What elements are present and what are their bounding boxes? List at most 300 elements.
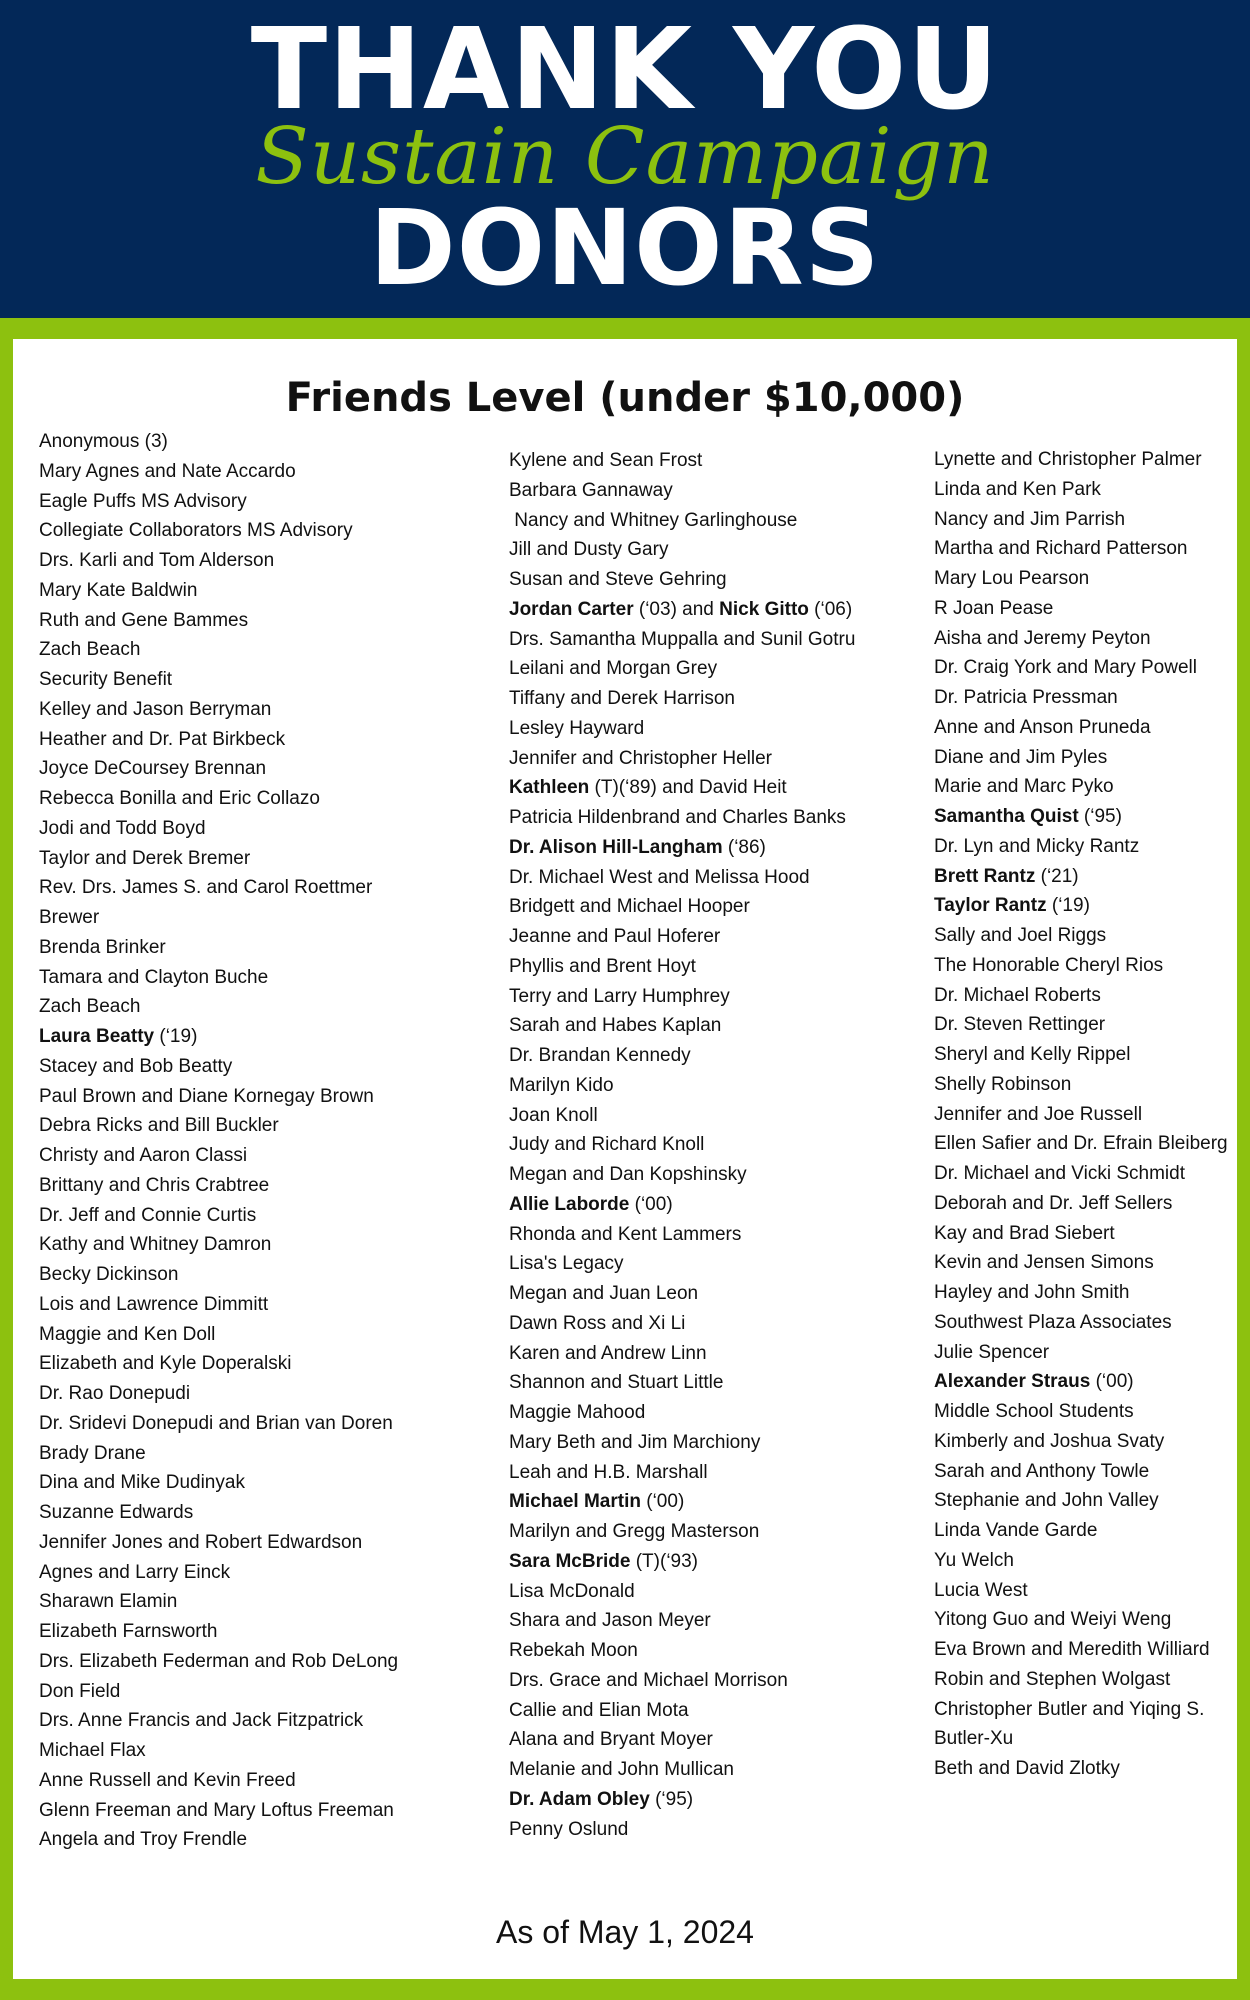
donor-entry [509,1755,855,1785]
donor-entry [39,725,398,755]
donor-entry [39,963,398,993]
title-donors: DONORS [369,187,881,309]
donor-entry [509,1220,855,1250]
donor-entry [39,1439,398,1469]
donor-name-text: Mary Kate Baldwin [39,579,198,601]
donor-name-text: Alana and Bryant Moyer [509,1729,713,1751]
donor-name-text: Dr. Michael Roberts [934,984,1101,1006]
donor-name-text: Melanie and John Mullican [509,1759,734,1780]
donor-name-text: Eva Brown and Meredith Williard [934,1639,1210,1660]
donor-entry [39,606,398,636]
donor-name-text: Dr. Rao Donepudi [39,1383,191,1404]
donor-name-text: Barbara Gannaway [509,479,673,501]
donor-entry [39,1201,398,1231]
donor-entry [509,1517,855,1547]
donor-entry [934,1665,1228,1695]
donor-entry [509,684,855,714]
donor-name-text: Jill and Dusty Gary [509,539,669,561]
donor-name-text: Yu Welch [934,1549,1014,1571]
donor-name-text: Brenda Brinker [39,936,166,958]
donor-name-text: (‘21) [1035,865,1079,887]
donor-entry [934,981,1228,1011]
donor-name-text: Sarah and Anthony Towle [934,1460,1150,1482]
donor-entry [509,1815,855,1845]
donor-entry [509,1249,855,1279]
donor-name-text: Dr. Michael West and Melissa Hood [509,866,810,888]
donor-name-text: Dr. Michael and Vicki Schmidt [934,1163,1185,1184]
donor-entry [934,564,1228,594]
donor-name-bold: Sara McBride [509,1550,631,1572]
donor-name-bold: Dr. Alison Hill-Langham [509,836,723,858]
donor-name-text: Joan Knoll [509,1104,598,1126]
donor-entry [39,1617,398,1647]
donor-name-text: (‘95) [1078,806,1122,827]
donor-name-bold: Laura Beatty [39,1026,155,1047]
donor-entry [39,1706,398,1736]
donor-entry [509,595,855,625]
donor-name-text: Shannon and Stuart Little [509,1372,724,1394]
donor-name-text: Butler-Xu [934,1728,1014,1750]
donor-name-text: (‘06) [808,598,853,620]
donor-name-text: Deborah and Dr. Jeff Sellers [934,1192,1173,1214]
donor-name-text: Judy and Richard Knoll [509,1134,705,1156]
donor-entry [39,933,398,963]
donor-name-text: Elizabeth and Kyle Doperalski [39,1353,292,1375]
donor-name-text: Maggie and Ken Doll [39,1323,216,1345]
donor-entry [39,1349,398,1379]
donor-entry [934,1724,1228,1754]
donor-entry [934,921,1228,951]
donor-entry [509,982,855,1012]
donor-name-text: Kevin and Jensen Simons [934,1252,1154,1274]
donor-name-text: Dr. Jeff and Connie Curtis [39,1204,257,1226]
donor-entry [509,565,855,595]
donor-name-text: Susan and Steve Gehring [509,569,727,590]
donor-entry [509,1190,855,1220]
donor-entry [39,1260,398,1290]
donor-entry [934,1367,1228,1397]
donor-entry [509,476,855,506]
donor-entry [509,773,855,803]
donor-entry [509,1339,855,1369]
donor-name-text: Dr. Patricia Pressman [934,687,1118,708]
donor-name-text: Nancy and Jim Parrish [934,508,1126,530]
donor-entry [934,891,1228,921]
donor-entry [39,576,398,606]
donor-name-text: Dr. Steven Rettinger [934,1014,1106,1036]
donor-name-text: Linda Vande Garde [934,1520,1098,1541]
donor-entry [39,1052,398,1082]
donor-name-text: Kathy and Whitney Damron [39,1234,272,1256]
donor-name-text: Mary Lou Pearson [934,568,1090,589]
donor-name-text: Kay and Brad Siebert [934,1222,1115,1244]
donor-entry [934,1546,1228,1576]
donor-name-text: Anne Russell and Kevin Freed [39,1769,296,1791]
donor-name-text: Brewer [39,907,100,928]
donor-entry [509,1458,855,1488]
title-thank-you: THANK YOU [250,5,1000,135]
donor-entry [509,446,855,476]
donor-name-text: (‘00) [640,1491,685,1513]
donor-entry [934,1129,1228,1159]
donor-name-text: Jodi and Todd Boyd [39,817,206,839]
donor-entry [934,832,1228,862]
donor-entry [39,1082,398,1112]
donor-entry [39,457,398,487]
donor-name-text: Brittany and Chris Crabtree [39,1174,270,1196]
donor-name-text: (‘86) [722,836,766,858]
donor-entry [509,1101,855,1131]
donor-name-text: Debra Ricks and Bill Buckler [39,1115,279,1137]
donor-entry [39,1230,398,1260]
donor-name-text: Ellen Safier and Dr. Efrain Bleiberg [934,1133,1228,1155]
donor-entry [39,1379,398,1409]
donor-name-text: The Honorable Cheryl Rios [934,954,1164,976]
donor-name-text: Karen and Andrew Linn [509,1342,707,1364]
donor-entry [39,665,398,695]
donor-name-text: Lynette and Christopher Palmer [934,449,1202,470]
donor-name-text: (T)(‘93) [630,1550,699,1572]
donor-name-text: (T)(‘89) and David Heit [589,777,787,799]
donor-name-text: Julie Spencer [934,1341,1050,1363]
donor-name-text: Phyllis and Brent Hoyt [509,955,696,977]
donor-name-text: Linda and Ken Park [934,478,1101,500]
donor-entry [39,516,398,546]
donor-name-text: Paul Brown and Diane Kornegay Brown [39,1085,374,1107]
donor-name-text: Rebecca Bonilla and Eric Collazo [39,788,320,809]
donor-entry [934,1278,1228,1308]
donor-entry [509,863,855,893]
donor-entry [509,1130,855,1160]
donor-name-text: Heather and Dr. Pat Birkbeck [39,728,286,750]
donor-panel [13,339,1237,1979]
donor-entry [934,1695,1228,1725]
donor-entry [509,1160,855,1190]
donor-entry [934,1338,1228,1368]
donor-name-text: Drs. Elizabeth Federman and Rob DeLong [39,1650,399,1672]
donor-name-text: Kelley and Jason Berryman [39,698,272,720]
donor-entry [39,1736,398,1766]
donor-entry [509,1725,855,1755]
donor-name-text: Maggie Mahood [509,1402,646,1423]
donor-name-text: Dr. Lyn and Micky Rantz [934,835,1140,857]
header-banner [0,0,1250,318]
donor-name-text: Sally and Joel Riggs [934,925,1107,946]
donor-entry [934,1516,1228,1546]
donor-name-text: (‘19) [154,1026,198,1047]
donor-entry [39,1141,398,1171]
donor-name-text: Robin and Stephen Wolgast [934,1668,1171,1690]
donor-entry [509,922,855,952]
donor-entry [934,1040,1228,1070]
donor-name-text: Megan and Juan Leon [509,1283,699,1304]
donor-name-text: Zach Beach [39,639,141,661]
donor-name-text: Jennifer Jones and Robert Edwardson [39,1531,363,1553]
donor-name-text: Middle School Students [934,1401,1134,1422]
donor-entry [509,1071,855,1101]
donor-column-2 [509,446,855,1844]
donor-name-text: Sarah and Habes Kaplan [509,1015,722,1037]
donor-entry [934,505,1228,535]
donor-entry [934,1397,1228,1427]
donor-name-text: Glenn Freeman and Mary Loftus Freeman [39,1799,394,1821]
donor-name-text: (‘19) [1046,895,1090,917]
donor-name-text: Lesley Hayward [509,717,645,739]
donor-entry [509,1785,855,1815]
donor-name-text: Sharawn Elamin [39,1591,178,1613]
donor-name-text: Jennifer and Christopher Heller [509,747,772,769]
donor-name-text: Taylor and Derek Bremer [39,847,251,869]
donor-name-text: Dr. Sridevi Donepudi and Brian van Doren [39,1412,393,1434]
donor-name-text: Aisha and Jeremy Peyton [934,627,1151,649]
donor-entry [934,445,1228,475]
donor-name-text: Elizabeth Farnsworth [39,1621,218,1642]
donor-name-text: Brady Drane [39,1442,146,1464]
donor-entry [509,535,855,565]
donor-entry [934,951,1228,981]
donor-name-text: Dr. Craig York and Mary Powell [934,657,1197,679]
donor-entry [934,1605,1228,1635]
donor-name-text: (‘03) and [633,598,720,620]
donor-name-bold: Samantha Quist [934,806,1079,827]
donor-entry [934,534,1228,564]
donor-entry [39,784,398,814]
donor-entry [39,1498,398,1528]
donor-entry [934,653,1228,683]
donor-name-text: Terry and Larry Humphrey [509,985,730,1007]
donor-name-text: Lisa McDonald [509,1580,635,1602]
donor-name-text: Anonymous (3) [39,431,168,452]
donor-entry [39,1022,398,1052]
donor-entry [39,1647,398,1677]
donor-entry [509,803,855,833]
donor-name-text: Lucia West [934,1579,1028,1601]
donor-name-text: Mary Beth and Jim Marchiony [509,1431,761,1453]
donor-entry [934,683,1228,713]
donor-name-text: Penny Oslund [509,1818,629,1840]
donor-name-text: Christy and Aaron Classi [39,1145,248,1166]
donor-name-text: Kylene and Sean Frost [509,450,703,471]
donor-entry [934,1457,1228,1487]
donor-name-text: Agnes and Larry Einck [39,1561,231,1583]
donor-name-bold: Michael Martin [509,1491,641,1513]
donor-name-bold: Dr. Adam Obley [509,1788,650,1810]
donor-name-text: Rev. Drs. James S. and Carol Roettmer [39,877,373,899]
donor-name-text: Drs. Grace and Michael Morrison [509,1669,788,1691]
donor-name-bold: Kathleen [509,777,590,799]
donor-entry [39,754,398,784]
donor-name-text: Bridgett and Michael Hooper [509,896,750,918]
donor-entry [39,1558,398,1588]
donor-name-text: Eagle Puffs MS Advisory [39,490,247,512]
donor-name-bold: Brett Rantz [934,865,1036,887]
donor-name-text: Callie and Elian Mota [509,1699,689,1721]
donor-entry [509,506,855,536]
donor-entry [39,1171,398,1201]
donor-name-text: Marie and Marc Pyko [934,776,1114,798]
donor-name-text: Don Field [39,1680,121,1702]
donor-entry [509,1011,855,1041]
donor-entry [509,833,855,863]
donor-entry [39,844,398,874]
donor-name-text: (‘00) [629,1193,673,1215]
donor-name-text: Collegiate Collaborators MS Advisory [39,520,353,542]
title-sustain-campaign: Sustain Campaign [255,112,995,202]
donor-entry [509,744,855,774]
donor-entry [509,625,855,655]
donor-entry [39,1320,398,1350]
donor-name-text: Shelly Robinson [934,1073,1072,1095]
donor-name-text: Jennifer and Joe Russell [934,1103,1143,1125]
donor-name-text: Kimberly and Joshua Svaty [934,1430,1165,1452]
donor-entry [934,594,1228,624]
donor-entry [934,1189,1228,1219]
donor-name-bold: Jordan Carter [509,598,634,620]
donor-entry [39,992,398,1022]
donor-entry [39,1528,398,1558]
donor-name-text: Tamara and Clayton Buche [39,966,269,988]
donor-name-text: Dawn Ross and Xi Li [509,1312,686,1334]
donor-entry [509,1428,855,1458]
donor-entry [39,1677,398,1707]
donor-entry [509,1279,855,1309]
donor-entry [509,1547,855,1577]
donor-entry [39,814,398,844]
donor-name-text: Jeanne and Paul Hoferer [509,926,721,947]
donor-column-3 [934,445,1228,1784]
donor-entry [39,1587,398,1617]
donor-name-text: Drs. Karli and Tom Alderson [39,550,275,571]
donor-name-text: Nancy and Whitney Garlinghouse [509,509,798,531]
donor-name-text: Ruth and Gene Bammes [39,609,249,631]
donor-entry [39,546,398,576]
donor-entry [934,1754,1228,1784]
donor-name-text: Mary Agnes and Nate Accardo [39,460,296,482]
donor-name-text: Zach Beach [39,996,141,1018]
donor-entry [39,1290,398,1320]
donor-entry [509,1577,855,1607]
donor-entry [934,862,1228,892]
donor-name-bold: Alexander Straus [934,1371,1091,1393]
donor-entry [39,1111,398,1141]
donor-entry [934,1100,1228,1130]
level-heading: Friends Level (under $10,000) [285,375,965,421]
donor-entry [39,695,398,725]
donor-name-text: Southwest Plaza Associates [934,1311,1172,1333]
donor-name-text: Drs. Anne Francis and Jack Fitzpatrick [39,1710,364,1732]
donor-name-text: Dina and Mike Dudinyak [39,1472,245,1494]
donor-entry [509,1368,855,1398]
donor-entry [39,873,398,903]
donor-entry [934,772,1228,802]
donor-name-text: Leilani and Morgan Grey [509,658,718,680]
donor-entry [934,1248,1228,1278]
donor-entry [39,427,398,457]
donor-entry [509,1606,855,1636]
donor-name-text: Stephanie and John Valley [934,1490,1159,1512]
donor-entry [509,1041,855,1071]
donor-entry [509,952,855,982]
donor-name-text: Martha and Richard Patterson [934,538,1188,560]
donor-name-text: Suzanne Edwards [39,1502,194,1523]
donor-entry [509,1636,855,1666]
donor-name-text: Sheryl and Kelly Rippel [934,1044,1131,1065]
donor-name-text: Joyce DeCoursey Brennan [39,758,267,780]
donor-entry [934,743,1228,773]
donor-entry [934,1486,1228,1516]
donor-entry [509,1696,855,1726]
donor-name-text: (‘95) [649,1788,694,1810]
donor-entry [39,903,398,933]
donor-entry [934,1427,1228,1457]
donor-name-bold: Taylor Rantz [934,895,1047,917]
donor-name-text: Rhonda and Kent Lammers [509,1223,742,1245]
donor-name-text: Tiffany and Derek Harrison [509,688,735,709]
donor-name-text: Stacey and Bob Beatty [39,1055,233,1077]
donor-entry [934,1010,1228,1040]
donor-name-bold: Nick Gitto [719,598,809,620]
as-of-date: As of May 1, 2024 [496,1914,754,1950]
donor-entry [934,1576,1228,1606]
donor-entry [934,624,1228,654]
donor-entry [39,1825,398,1855]
donor-entry [934,1070,1228,1100]
donor-name-text: Anne and Anson Pruneda [934,716,1151,738]
donor-entry [39,1468,398,1498]
donor-entry [39,1409,398,1439]
donor-entry [934,1308,1228,1338]
donor-name-text: Diane and Jim Pyles [934,746,1108,768]
donor-name-text: Patricia Hildenbrand and Charles Banks [509,807,846,828]
donor-entry [509,1666,855,1696]
donor-entry [39,487,398,517]
donor-entry [39,1796,398,1826]
donor-entry [934,1219,1228,1249]
donor-name-text: Michael Flax [39,1740,146,1761]
donor-entry [509,1398,855,1428]
donor-name-text: Shara and Jason Meyer [509,1610,711,1632]
donor-entry [934,1159,1228,1189]
donor-entry [39,635,398,665]
donor-entry [509,654,855,684]
donor-entry [934,713,1228,743]
donor-entry [934,1635,1228,1665]
donor-name-text: Leah and H.B. Marshall [509,1461,708,1483]
donor-name-text: Drs. Samantha Muppalla and Sunil Gotru [509,628,856,650]
donor-name-text: Megan and Dan Kopshinsky [509,1164,747,1185]
donor-name-text: Angela and Troy Frendle [39,1829,248,1851]
donor-name-text: Becky Dickinson [39,1264,179,1285]
donor-name-bold: Allie Laborde [509,1193,630,1215]
donor-column-1 [39,427,398,1855]
donor-entry [39,1766,398,1796]
donor-name-text: Dr. Brandan Kennedy [509,1045,691,1066]
donor-entry [934,475,1228,505]
donor-name-text: Rebekah Moon [509,1640,638,1661]
donor-name-text: Beth and David Zlotky [934,1758,1120,1779]
donor-name-text: (‘00) [1090,1371,1134,1393]
donor-entry [509,714,855,744]
donor-name-text: Christopher Butler and Yiqing S. [934,1698,1205,1720]
donor-entry [934,802,1228,832]
donor-entry [509,892,855,922]
donor-name-text: Security Benefit [39,669,173,690]
donor-name-text: R Joan Pease [934,597,1054,619]
donor-name-text: Yitong Guo and Weiyi Weng [934,1609,1172,1631]
donor-name-text: Marilyn and Gregg Masterson [509,1521,760,1542]
donor-entry [509,1487,855,1517]
donor-name-text: Lois and Lawrence Dimmitt [39,1293,269,1315]
